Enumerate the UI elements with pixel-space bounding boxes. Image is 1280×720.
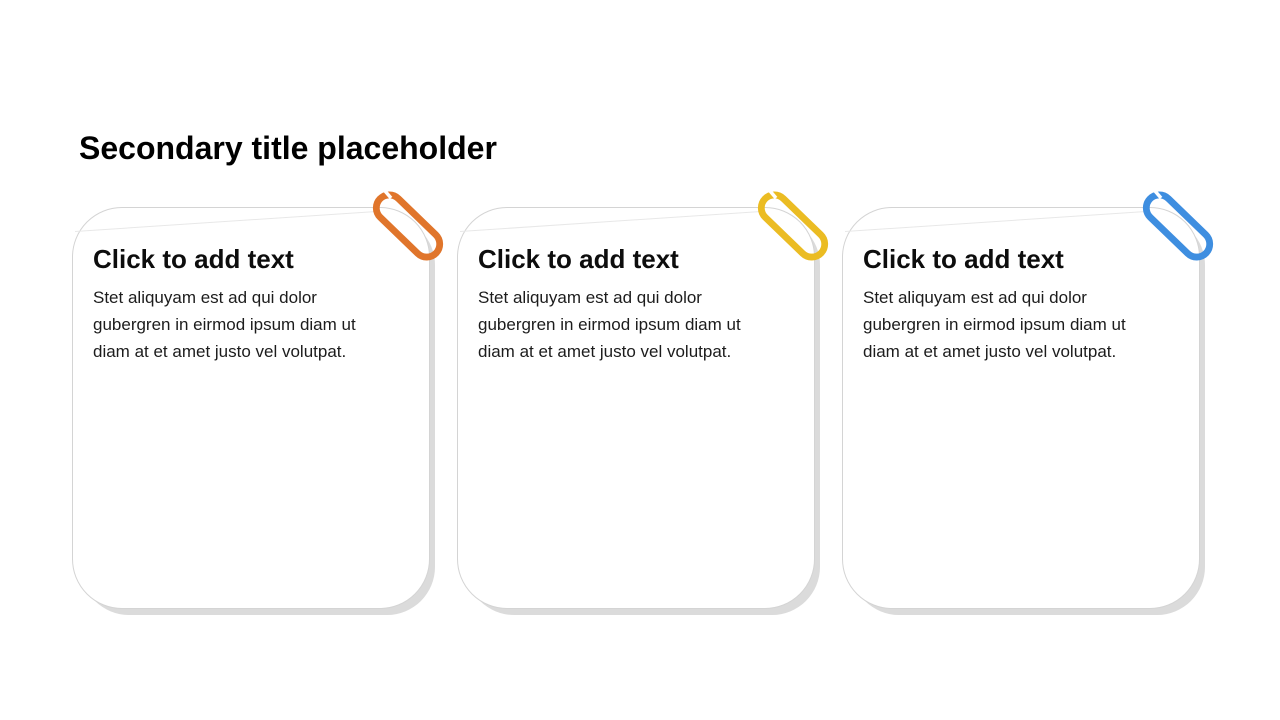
- card-2-body-text[interactable]: Stet aliquyam est ad qui dolor gubergren in eirmod ipsum diam ut diam at et amet justo vel volutpat.: [478, 288, 741, 361]
- card-1-heading[interactable]: Click to add text: [93, 244, 294, 274]
- card-3-heading[interactable]: Click to add text: [863, 244, 1064, 274]
- card-3-body-text[interactable]: Stet aliquyam est ad qui dolor gubergren in eirmod ipsum diam ut diam at et amet justo vel volutpat.: [863, 288, 1126, 361]
- card-1-body-text[interactable]: Stet aliquyam est ad qui dolor gubergren in eirmod ipsum diam ut diam at et amet justo vel volutpat.: [93, 288, 356, 361]
- note-card-1[interactable]: [72, 207, 430, 609]
- sketch-stroke: [845, 211, 1150, 232]
- sketch-stroke: [460, 211, 765, 232]
- slide-title[interactable]: Secondary title placeholder: [79, 130, 497, 166]
- note-card-3[interactable]: [842, 207, 1200, 609]
- note-card-2[interactable]: [457, 207, 815, 609]
- sketch-stroke: [75, 211, 380, 232]
- card-2-heading[interactable]: Click to add text: [478, 244, 679, 274]
